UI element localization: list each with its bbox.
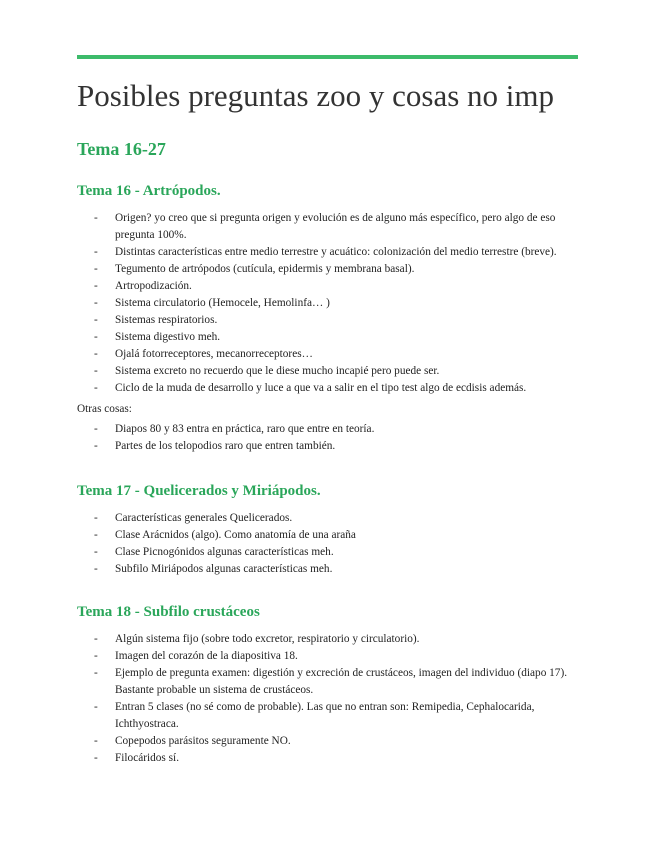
list-item: - Algún sistema fijo (sobre todo excretor, respiratorio y circulatorio). [77, 631, 577, 648]
list-item: - Filocáridos sí. [77, 750, 577, 767]
list-item: - Sistema digestivo meh. [77, 329, 577, 346]
list-item: - Sistema excreto no recuerdo que le diese mucho incapié pero puede ser. [77, 363, 577, 380]
list-item: - Ojalá fotorreceptores, mecanorreceptores… [77, 346, 577, 363]
tema16-heading: Tema 16 - Artrópodos. [77, 183, 221, 199]
tema18-list [77, 631, 577, 767]
list-item: - Copepodos parásitos seguramente NO. [77, 733, 577, 750]
list-item: - Características generales Quelicerados. [77, 510, 577, 527]
list-item: - Clase Arácnidos (algo). Como anatomía de una araña [77, 527, 577, 544]
list-item: - Distintas características entre medio terrestre y acuático: colonización del medio terrestre (breve). [77, 244, 577, 261]
tema17-list [77, 510, 577, 578]
list-item: - Diapos 80 y 83 entra en práctica, raro que entre en teoría. [77, 421, 577, 438]
list-item: - Ejemplo de pregunta examen: digestión y excreción de crustáceos, imagen del individuo (diapo 17). Bastante probable un sistema de crustáceos. [77, 665, 577, 699]
list-item: - Sistema circulatorio (Hemocele, Hemolinfa… ) [77, 295, 577, 312]
list-item: - Imagen del corazón de la diapositiva 18. [77, 648, 577, 665]
otras-cosas-list [77, 421, 577, 455]
top-accent-bar [77, 55, 578, 59]
page-title: Posibles preguntas zoo y cosas no imp [77, 78, 555, 113]
section-heading: Tema 16-27 [77, 139, 166, 159]
list-item: - Partes de los telopodios raro que entren también. [77, 438, 577, 455]
list-item: - Ciclo de la muda de desarrollo y luce a que va a salir en el tipo test algo de ecdisis además. [77, 380, 577, 397]
list-item: - Sistemas respiratorios. [77, 312, 577, 329]
tema16-list [77, 210, 577, 397]
tema18-heading: Tema 18 - Subfilo crustáceos [77, 604, 260, 620]
tema17-heading: Tema 17 - Quelicerados y Miriápodos. [77, 483, 321, 499]
list-item: - Tegumento de artrópodos (cutícula, epidermis y membrana basal). [77, 261, 577, 278]
list-item: - Clase Picnogónidos algunas características meh. [77, 544, 577, 561]
list-item: - Subfilo Miriápodos algunas características meh. [77, 561, 577, 578]
list-item: - Entran 5 clases (no sé como de probable). Las que no entran son: Remipedia, Cephalocarida, Ichthyostraca. [77, 699, 577, 733]
list-item: - Origen? yo creo que si pregunta origen y evolución es de alguno más específico, pero algo de eso pregunta 100%. [77, 210, 577, 244]
list-item: - Artropodización. [77, 278, 577, 295]
otras-cosas-label: Otras cosas: [77, 403, 132, 415]
